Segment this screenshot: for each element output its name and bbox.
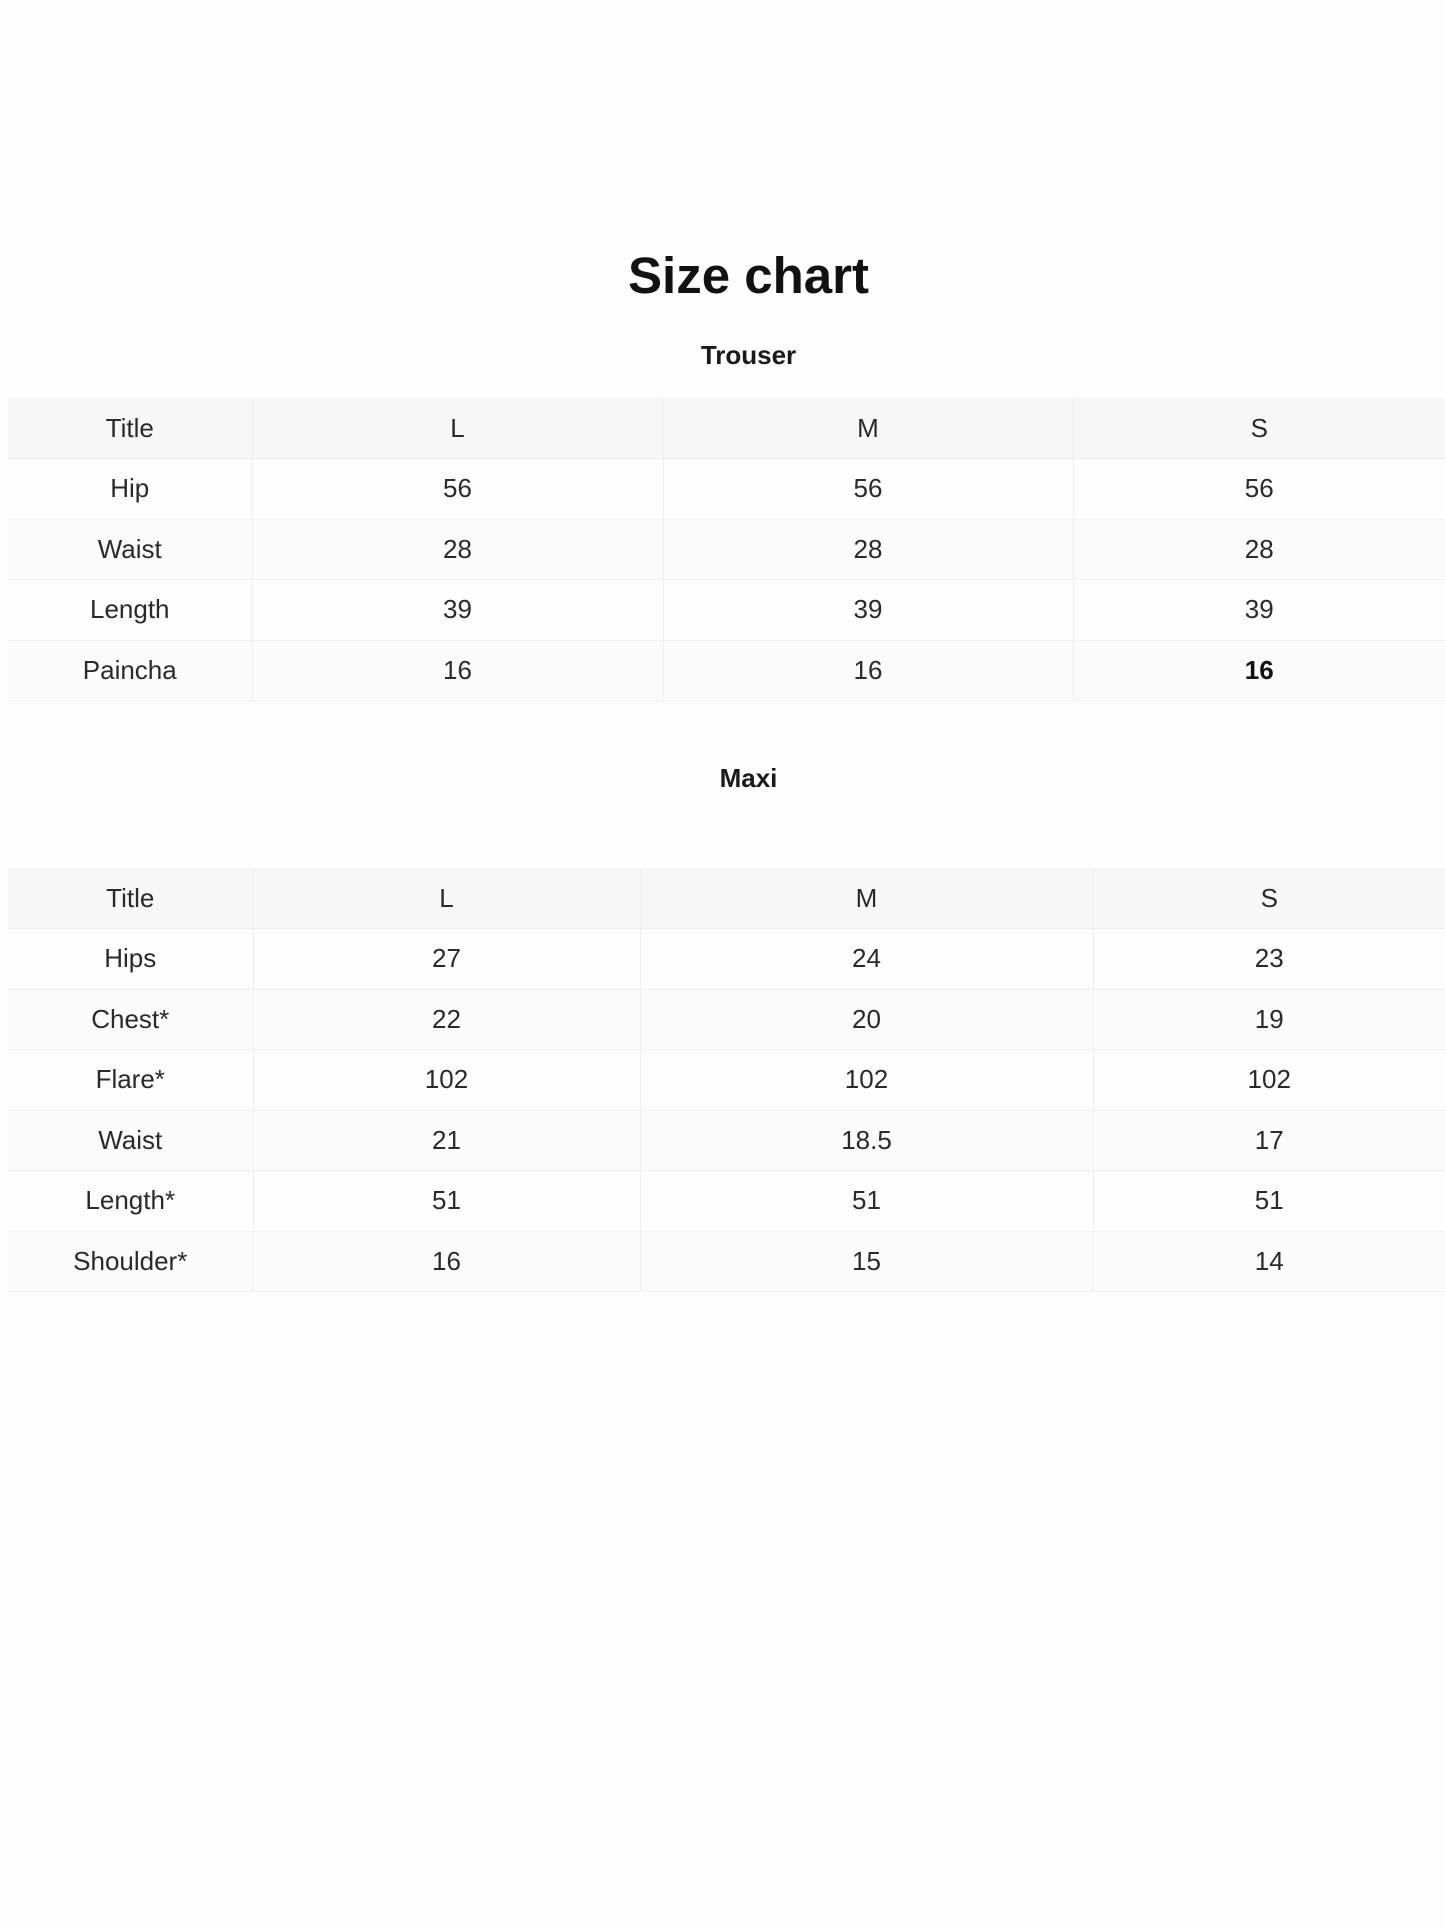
cell-l: 39 [252,580,663,641]
row-label: Paincha [8,640,252,701]
cell-l: 28 [252,519,663,580]
table-row [8,1050,1445,1111]
cell-s: 102 [1093,1050,1445,1111]
column-header-l: L [252,398,663,459]
cell-l: 56 [252,459,663,520]
cell-s: 28 [1073,519,1445,580]
cell-m: 16 [663,640,1073,701]
row-label: Waist [8,1110,253,1171]
cell-m: 39 [663,580,1073,641]
cell-l: 51 [253,1171,640,1232]
table-row [8,989,1445,1050]
row-label: Chest* [8,989,253,1050]
cell-s: 51 [1093,1171,1445,1232]
row-label: Hips [8,929,253,990]
column-header-s: S [1093,868,1445,929]
column-header-m: M [663,398,1073,459]
cell-l: 21 [253,1110,640,1171]
trouser-section-title: Trouser [700,340,797,370]
maxi-size-table [8,868,1445,1292]
table-row [8,1231,1445,1292]
cell-s: 23 [1093,929,1445,990]
table-header-row [8,868,1445,929]
column-header-title: Title [8,868,253,929]
row-label: Waist [8,519,252,580]
row-label: Length* [8,1171,253,1232]
column-header-l: L [253,868,640,929]
row-label: Flare* [8,1050,253,1111]
table-row [8,929,1445,990]
table-row [8,580,1445,641]
cell-s: 39 [1073,580,1445,641]
table-row [8,1171,1445,1232]
cell-l: 27 [253,929,640,990]
page-title: Size chart [628,247,869,304]
cell-m: 24 [640,929,1093,990]
maxi-section-title: Maxi [719,763,778,793]
cell-m: 51 [640,1171,1093,1232]
table-row [8,640,1445,701]
cell-m: 18.5 [640,1110,1093,1171]
cell-m: 102 [640,1050,1093,1111]
table-row [8,519,1445,580]
cell-l: 16 [252,640,663,701]
row-label: Hip [8,459,252,520]
cell-s: 16 [1073,640,1445,701]
cell-l: 16 [253,1231,640,1292]
cell-m: 15 [640,1231,1093,1292]
cell-s: 14 [1093,1231,1445,1292]
table-header-row [8,398,1445,459]
column-header-s: S [1073,398,1445,459]
cell-m: 28 [663,519,1073,580]
column-header-title: Title [8,398,252,459]
table-row [8,459,1445,520]
trouser-size-table [8,398,1445,701]
cell-m: 20 [640,989,1093,1050]
cell-m: 56 [663,459,1073,520]
cell-s: 56 [1073,459,1445,520]
cell-s: 17 [1093,1110,1445,1171]
row-label: Length [8,580,252,641]
cell-l: 22 [253,989,640,1050]
cell-l: 102 [253,1050,640,1111]
cell-s: 19 [1093,989,1445,1050]
table-row [8,1110,1445,1171]
row-label: Shoulder* [8,1231,253,1292]
column-header-m: M [640,868,1093,929]
